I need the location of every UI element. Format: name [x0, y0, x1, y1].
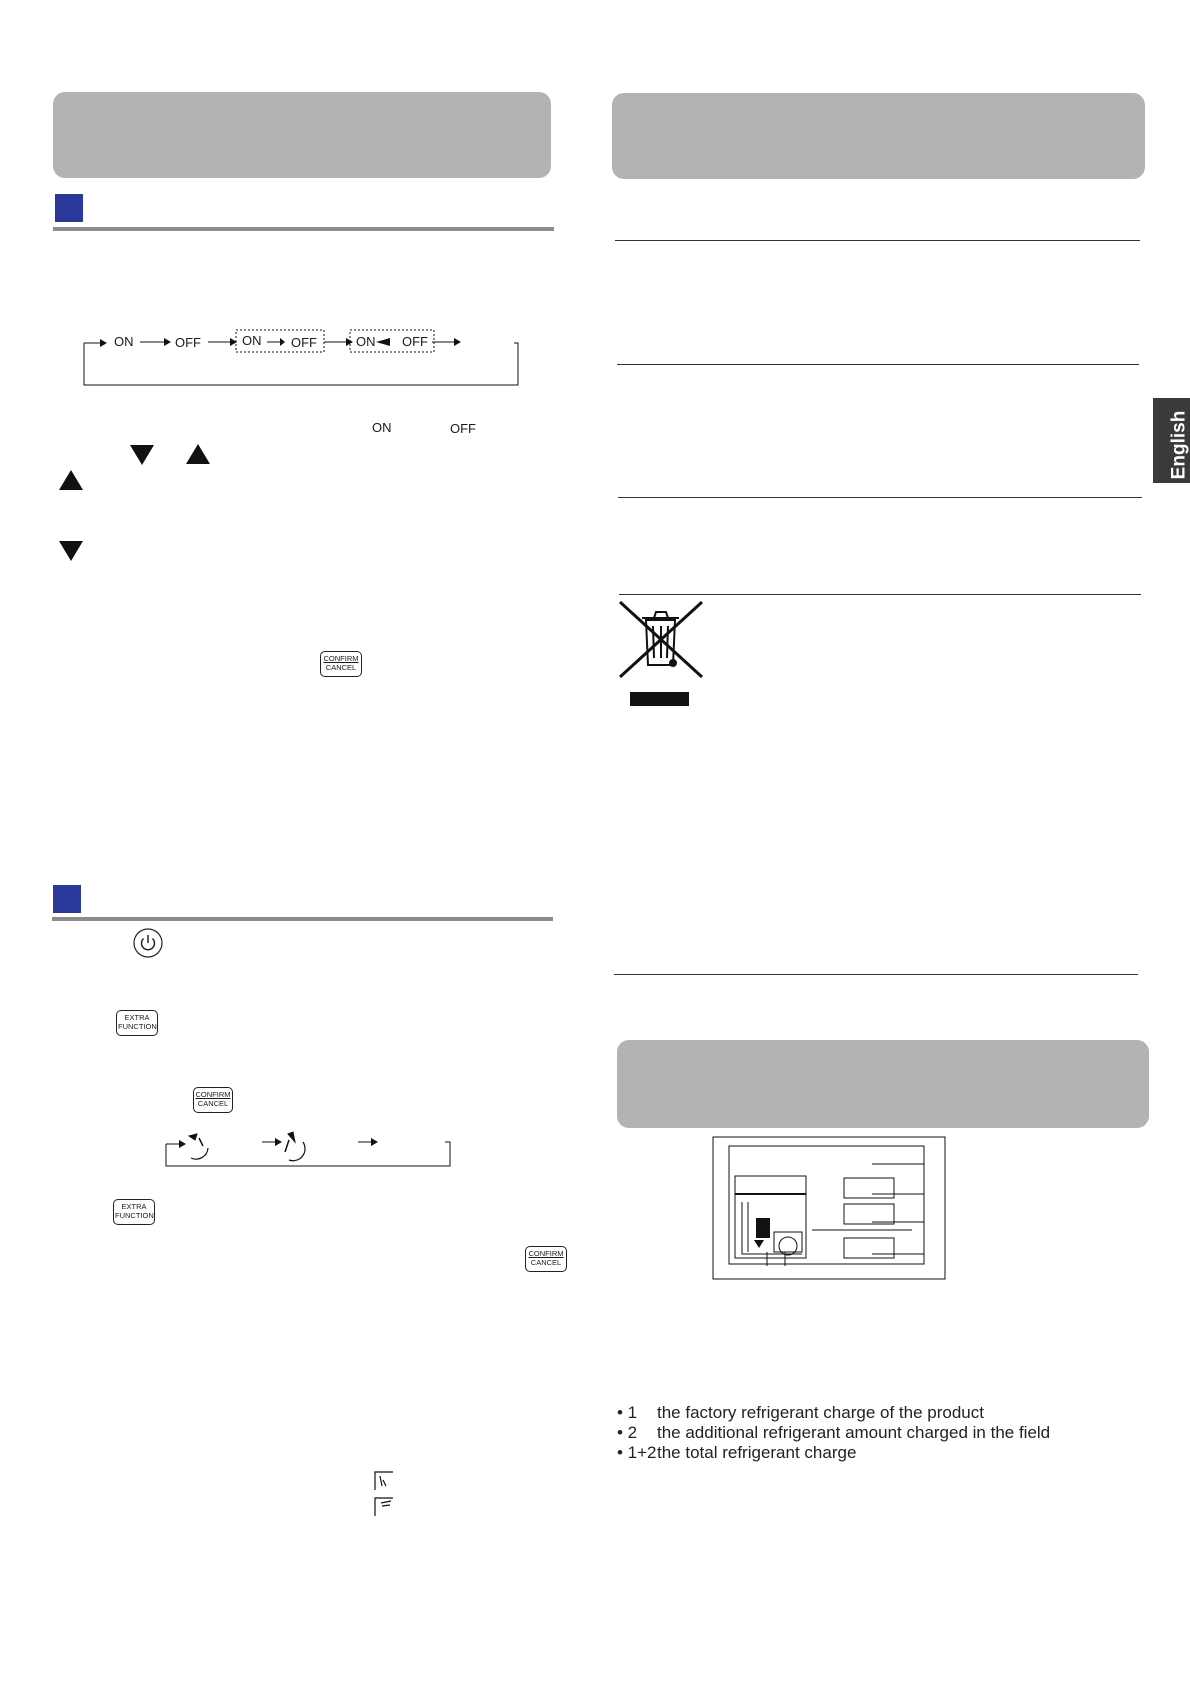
timer-flow-on-2: ON: [242, 333, 262, 348]
button-label-bottom: FUNCTION: [115, 1211, 154, 1220]
crossed-bin-icon: [618, 600, 704, 710]
list-item-key: • 2: [617, 1423, 638, 1442]
timer-flow-off-2: OFF: [291, 335, 317, 350]
list-item-key: • 1: [617, 1403, 638, 1422]
timer-flow-off-1: OFF: [175, 335, 201, 350]
timer-flow-on-3: ON: [356, 334, 376, 349]
button-label-top: EXTRA: [124, 1013, 150, 1022]
triangle-up-icon: [186, 444, 210, 464]
list-item-key: • 1+2: [617, 1443, 657, 1462]
left-header-banner: [53, 92, 551, 178]
refrigerant-header-banner: [617, 1040, 1149, 1128]
button-label-top: CONFIRM: [528, 1249, 564, 1258]
list-item-text: the total refrigerant charge: [657, 1443, 857, 1462]
extra-function-button[interactable]: [113, 1199, 155, 1225]
louver-icon: [372, 1470, 396, 1520]
section-marker-2: [53, 885, 81, 913]
refrigerant-charge-list: [617, 1403, 1050, 1463]
list-item: [617, 1403, 1050, 1423]
divider: [615, 240, 1140, 241]
swing-icon: [189, 1132, 305, 1161]
button-label-bottom: CANCEL: [530, 1258, 562, 1267]
confirm-cancel-button[interactable]: [320, 651, 362, 677]
language-tab[interactable]: [1153, 398, 1190, 483]
divider: [614, 974, 1138, 975]
list-item: [617, 1423, 1050, 1443]
right-header-banner: [612, 93, 1145, 179]
list-item: [617, 1443, 1050, 1463]
display-off-label: OFF: [450, 421, 476, 436]
refrigerant-label-diagram: [712, 1136, 946, 1280]
button-label-top: CONFIRM: [323, 654, 359, 663]
divider: [619, 594, 1141, 595]
timer-flow-on-1: ON: [114, 334, 134, 349]
list-item-text: the additional refrigerant amount charged in the field: [657, 1423, 1051, 1442]
language-tab-label: English: [1168, 410, 1190, 480]
power-icon[interactable]: [133, 928, 163, 958]
triangle-down-icon: [59, 541, 83, 561]
confirm-cancel-button[interactable]: [525, 1246, 567, 1272]
button-label-bottom: CANCEL: [197, 1099, 229, 1108]
section-rule-2: [52, 917, 553, 921]
divider: [617, 364, 1139, 365]
confirm-cancel-button[interactable]: [193, 1087, 233, 1113]
section-rule-1: [53, 227, 554, 231]
triangle-down-icon: [130, 445, 154, 465]
triangle-up-icon: [59, 470, 83, 490]
swing-flow-diagram: [163, 1130, 453, 1170]
timer-flow-off-3: OFF: [402, 334, 428, 349]
button-label-top: EXTRA: [121, 1202, 147, 1211]
display-on-label: ON: [372, 420, 392, 435]
section-marker-1: [55, 194, 83, 222]
button-label-bottom: CANCEL: [325, 663, 357, 672]
button-label-bottom: FUNCTION: [118, 1022, 157, 1031]
extra-function-button[interactable]: [116, 1010, 158, 1036]
button-label-top: CONFIRM: [195, 1090, 231, 1099]
list-item-text: the factory refrigerant charge of the product: [657, 1403, 984, 1422]
divider: [618, 497, 1142, 498]
